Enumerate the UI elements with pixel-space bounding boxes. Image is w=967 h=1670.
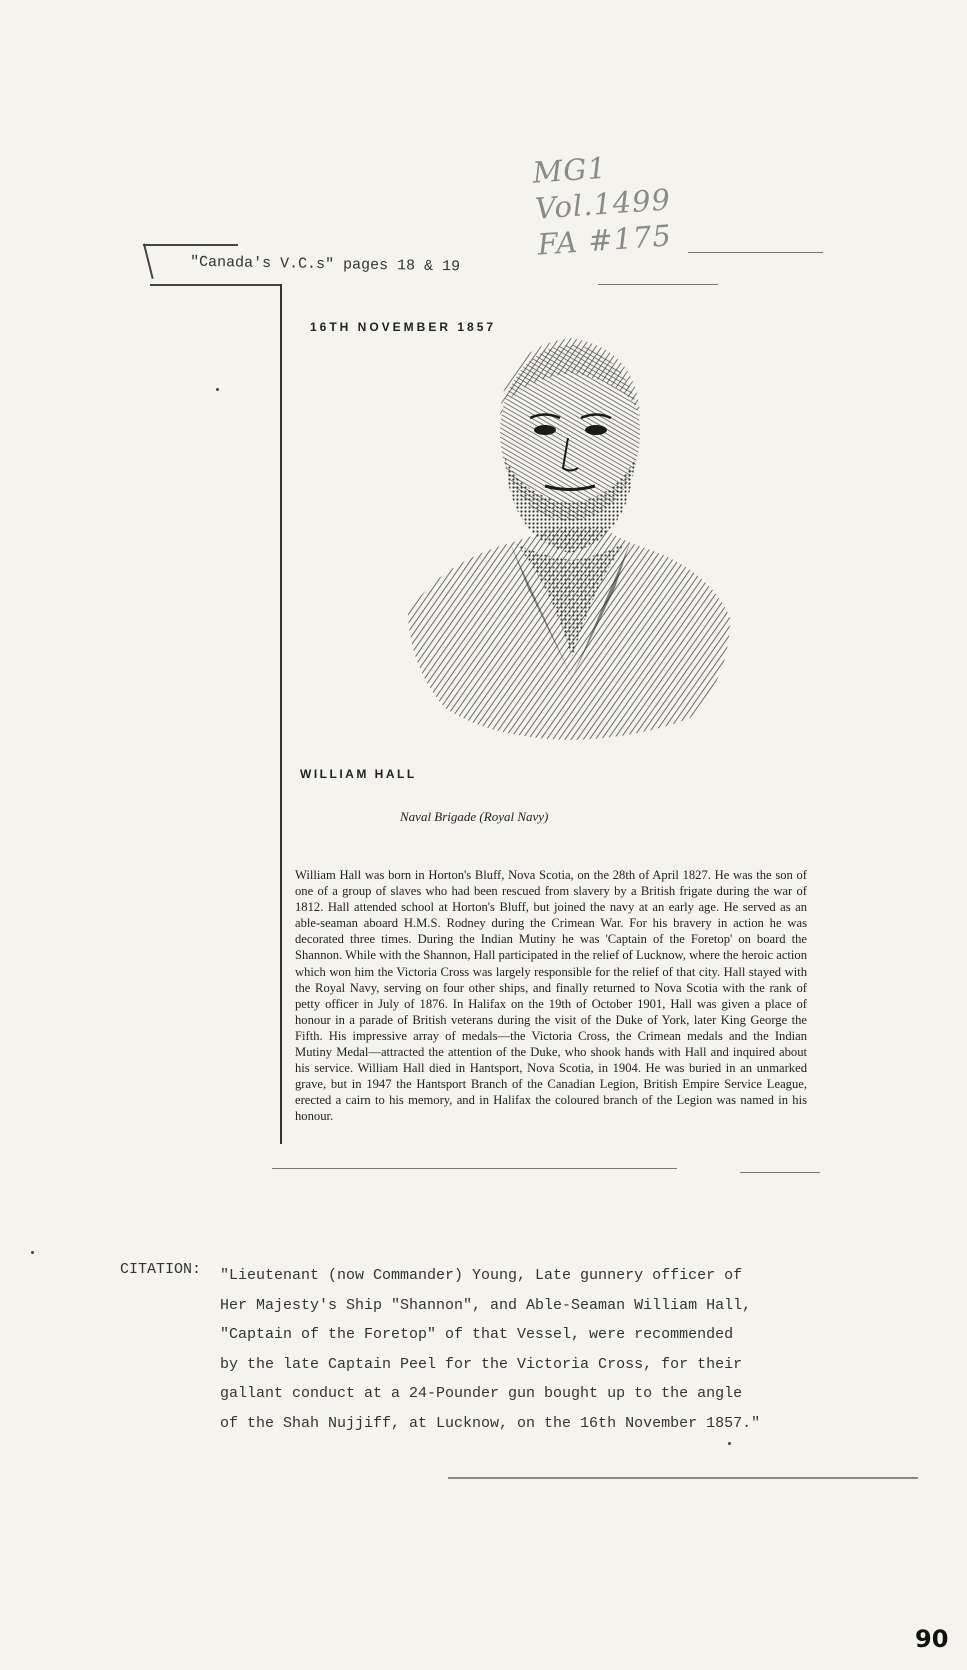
citation-line: gallant conduct at a 24-Pounder gun bought up to the angle [220, 1385, 743, 1402]
citation-line: of the Shah Nujjiff, at Lucknow, on the 16th November 1857." [220, 1414, 761, 1432]
citation-line: "Captain of the Foretop" of that Vessel, were recommended [220, 1326, 734, 1343]
citation-text [220, 1261, 820, 1438]
divider-line [688, 252, 823, 253]
biography-text: William Hall was born in Horton's Bluff, Nova Scotia, on the 28th of April 1827. He was the son of one of a group of slaves who had been rescued from slavery by a British frigate during the war of 1812. Hall attended school at Horton's Bluff, but joined the navy at an early age. He served as an able-seaman aboard H.M.S. Rodney during the Crimean War. For his bravery in action he was decorated three times. During the Indian Mutiny he was 'Captain of the Foretop' on board the Shannon. While with the Shannon, Hall participated in the relief of Lucknow, where the heroic action which won him the Victoria Cross was largely responsible for the relief of that city. Hall stayed with the Royal Navy, serving on four other ships, and finally returned to Nova Scotia with the rank of petty officer in July of 1876. In Halifax on the 19th of October 1901, Hall was given a place of honour in a parade of British veterans during the visit of the Duke of York, later King George the Fifth. His impressive array of medals—the Victoria Cross, the Crimean medals and the Indian Mutiny Medal—attracted the attention of the Duke, who shook hands with Hall and inquired about his service. William Hall died in Hantsport, Nova Scotia, in 1904. He was buried in an unmarked grave, but in 1947 the Hantsport Branch of the Canadian Legion, British Empire Service League, erected a cairn to his memory, and in Halifax the coloured branch of the Legion was named in his honour. [295, 868, 807, 1124]
citation-line: by the late Captain Peel for the Victoria Cross, for their [220, 1355, 743, 1373]
divider-line [448, 1477, 918, 1479]
citation-line: "Lieutenant (now Commander) Young, Late gunnery officer of [220, 1267, 743, 1284]
scan-speck [728, 1442, 731, 1445]
handwritten-line: FA #175 [536, 218, 673, 262]
scan-speck [31, 1251, 34, 1254]
subject-name: WILLIAM HALL [300, 767, 417, 781]
citation-label: CITATION: [120, 1261, 202, 1278]
handwritten-line: Vol.1499 [533, 182, 673, 226]
handwritten-archive-note [531, 145, 674, 262]
divider-line [598, 284, 718, 285]
article-date: 16TH NOVEMBER 1857 [310, 320, 497, 334]
source-reference: "Canada's V.C.s" pages 18 & 19 [189, 253, 461, 276]
divider-line [272, 1168, 677, 1169]
divider-line [740, 1172, 820, 1173]
subject-unit: Naval Brigade (Royal Navy) [400, 809, 549, 824]
handwritten-line: MG1 [531, 150, 608, 190]
page-number: 90 [915, 1625, 949, 1653]
bracket-line [143, 244, 238, 246]
bracket-line [150, 284, 282, 286]
portrait-image [400, 338, 740, 740]
scan-speck [216, 388, 219, 391]
clipping-left-border [280, 284, 282, 1144]
bracket-line [143, 244, 154, 279]
citation-line: Her Majesty's Ship "Shannon", and Able-Seaman William Hall, [220, 1296, 752, 1314]
